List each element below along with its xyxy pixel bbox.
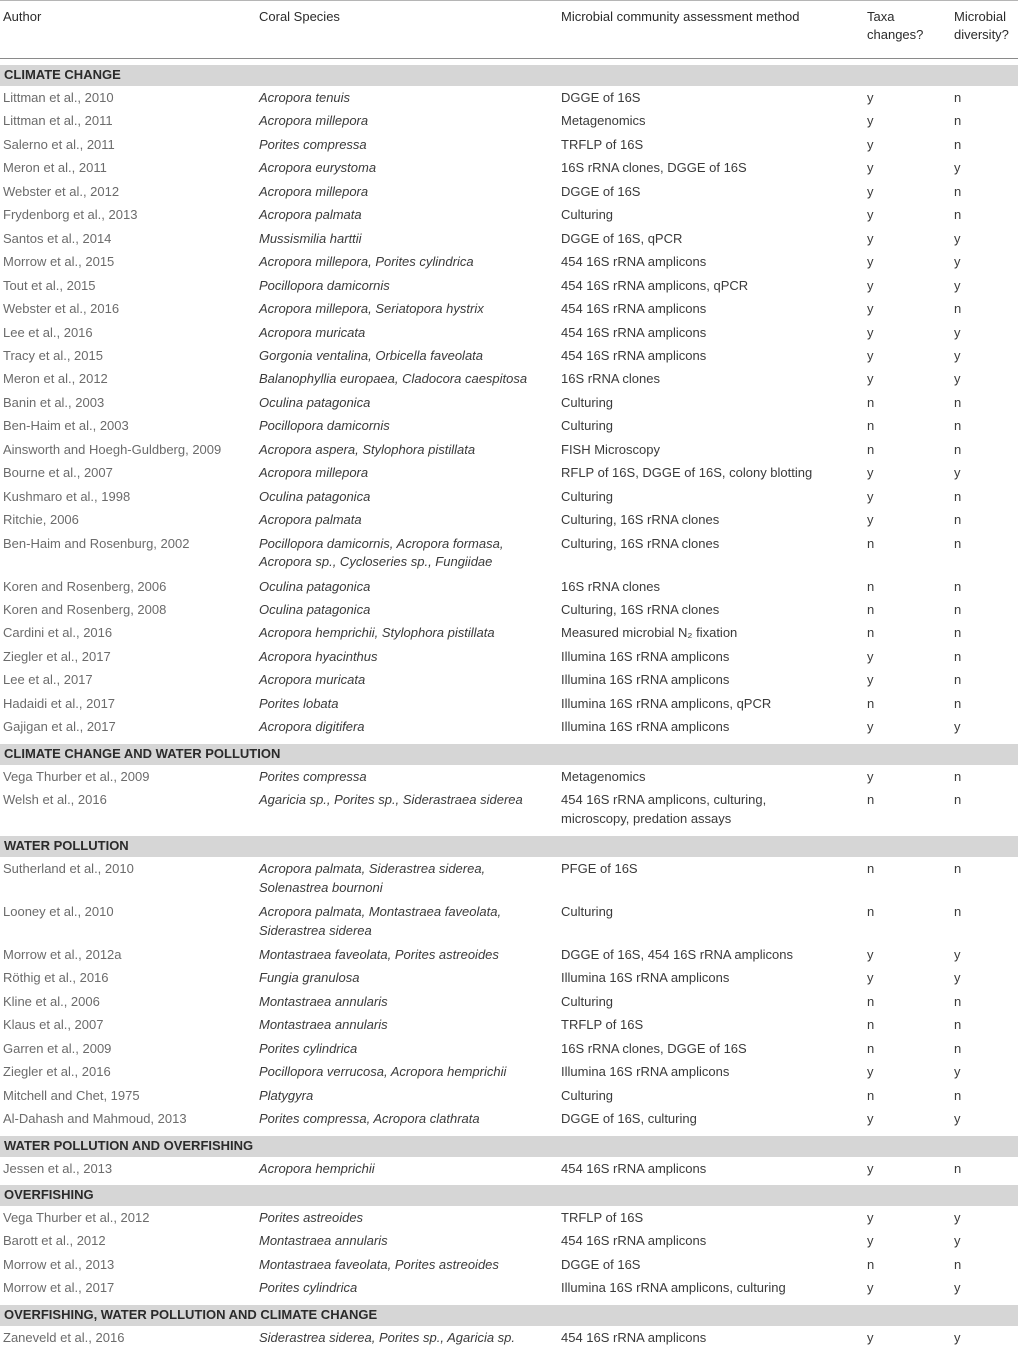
header-author: Author	[3, 9, 42, 24]
diversity-cell: n	[954, 512, 962, 528]
species-cell: Montastraea faveolata, Porites astreoides	[259, 946, 499, 962]
species-cell: Montastraea annularis	[259, 993, 388, 1009]
species-cell-line2: Acropora sp., Cycloseries sp., Fungiidae	[259, 554, 493, 570]
author-cell: Webster et al., 2016	[3, 301, 120, 317]
taxa-changes-cell: y	[867, 324, 874, 340]
taxa-changes-cell: y	[867, 1064, 874, 1080]
diversity-cell: n	[954, 672, 962, 688]
diversity-cell: n	[954, 601, 962, 617]
diversity-cell: n	[954, 418, 962, 434]
species-cell: Pocillopora damicornis, Acropora formasa,	[259, 535, 504, 551]
diversity-cell: y	[954, 324, 961, 340]
taxa-changes-cell: y	[867, 465, 874, 481]
taxa-changes-cell: y	[867, 113, 874, 129]
method-cell: PFGE of 16S	[561, 861, 638, 877]
method-cell: Illumina 16S rRNA amplicons, qPCR	[561, 695, 772, 711]
species-cell: Acropora hyacinthus	[259, 648, 378, 664]
author-cell: Vega Thurber et al., 2009	[3, 768, 150, 784]
taxa-changes-cell: y	[867, 488, 874, 504]
method-cell: Metagenomics	[561, 113, 646, 129]
author-cell: Morrow et al., 2012a	[3, 946, 122, 962]
author-cell: Sutherland et al., 2010	[3, 861, 134, 877]
method-cell: TRFLP of 16S	[561, 136, 644, 152]
species-cell: Siderastrea siderea, Porites sp., Agaricia sp.	[259, 1329, 516, 1345]
diversity-cell: n	[954, 578, 962, 594]
author-cell: Tracy et al., 2015	[3, 347, 103, 363]
diversity-cell: n	[954, 1256, 962, 1272]
diversity-cell: y	[954, 230, 961, 246]
diversity-cell: n	[954, 695, 962, 711]
taxa-changes-cell: y	[867, 301, 874, 317]
diversity-cell: y	[954, 1329, 961, 1345]
method-cell: Culturing, 16S rRNA clones	[561, 601, 720, 617]
species-cell: Acropora aspera, Stylophora pistillata	[259, 441, 476, 457]
diversity-cell: n	[954, 861, 962, 877]
diversity-cell: n	[954, 113, 962, 129]
species-cell: Acropora palmata	[259, 207, 362, 223]
species-cell: Oculina patagonica	[259, 578, 371, 594]
section-header	[0, 744, 1018, 765]
taxa-changes-cell: y	[867, 672, 874, 688]
method-cell: Measured microbial N₂ fixation	[561, 625, 738, 641]
method-cell: DGGE of 16S, 454 16S rRNA amplicons	[561, 946, 793, 962]
species-cell-line2: Siderastrea siderea	[259, 922, 372, 938]
species-cell: Porites lobata	[259, 695, 339, 711]
diversity-cell: n	[954, 648, 962, 664]
author-cell: Banin et al., 2003	[3, 394, 105, 410]
method-cell: Illumina 16S rRNA amplicons	[561, 648, 730, 664]
author-cell: Lee et al., 2017	[3, 672, 93, 688]
taxa-changes-cell: y	[867, 371, 874, 387]
taxa-changes-cell: n	[867, 1087, 875, 1103]
author-cell: Vega Thurber et al., 2012	[3, 1210, 150, 1225]
taxa-changes-cell: y	[867, 1329, 874, 1345]
section-title: OVERFISHING	[4, 1187, 94, 1202]
method-cell: Illumina 16S rRNA amplicons	[561, 719, 730, 735]
author-cell: Welsh et al., 2016	[3, 792, 107, 808]
method-cell: Illumina 16S rRNA amplicons, culturing	[561, 1280, 786, 1296]
author-cell: Morrow et al., 2015	[3, 254, 115, 270]
method-cell: Culturing	[561, 207, 614, 223]
author-cell: Ainsworth and Hoegh-Guldberg, 2009	[3, 441, 222, 457]
author-cell: Bourne et al., 2007	[3, 465, 113, 481]
method-cell: 16S rRNA clones	[561, 578, 660, 594]
taxa-changes-cell: n	[867, 993, 875, 1009]
diversity-cell: y	[954, 347, 961, 363]
method-cell: Illumina 16S rRNA amplicons	[561, 672, 730, 688]
species-cell: Porites astreoides	[259, 1210, 364, 1225]
species-cell: Montastraea annularis	[259, 1233, 388, 1249]
header-diversity: Microbial diversity?	[954, 9, 1009, 42]
diversity-cell: n	[954, 136, 962, 152]
author-cell: Kline et al., 2006	[3, 993, 100, 1009]
taxa-changes-cell: y	[867, 946, 874, 962]
species-cell: Acropora muricata	[259, 324, 366, 340]
method-cell-line2: microscopy, predation assays	[561, 810, 732, 826]
author-cell: Morrow et al., 2017	[3, 1280, 115, 1296]
taxa-changes-cell: y	[867, 160, 874, 176]
taxa-changes-cell: y	[867, 347, 874, 363]
author-cell: Zaneveld et al., 2016	[3, 1329, 125, 1345]
species-cell: Acropora millepora	[259, 183, 369, 199]
method-cell: 454 16S rRNA amplicons	[561, 1160, 707, 1176]
method-cell: TRFLP of 16S	[561, 1210, 644, 1225]
species-cell: Oculina patagonica	[259, 394, 371, 410]
taxa-changes-cell: n	[867, 904, 875, 919]
section-title: CLIMATE CHANGE AND WATER POLLUTION	[4, 745, 281, 761]
method-cell: 454 16S rRNA amplicons	[561, 347, 707, 363]
method-cell: 16S rRNA clones, DGGE of 16S	[561, 160, 747, 176]
taxa-changes-cell: y	[867, 254, 874, 270]
section-title: OVERFISHING, WATER POLLUTION AND CLIMATE CHANGE	[4, 1306, 378, 1322]
section-header	[0, 1185, 1018, 1206]
diversity-cell: y	[954, 1064, 961, 1080]
author-cell: Koren and Rosenberg, 2006	[3, 578, 167, 594]
method-cell: DGGE of 16S	[561, 90, 641, 105]
method-cell: 16S rRNA clones, DGGE of 16S	[561, 1040, 747, 1056]
diversity-cell: y	[954, 371, 961, 387]
method-cell: 454 16S rRNA amplicons	[561, 301, 707, 317]
method-cell: Illumina 16S rRNA amplicons	[561, 970, 730, 986]
species-cell: Pocillopora damicornis	[259, 277, 390, 293]
taxa-changes-cell: n	[867, 1256, 875, 1272]
taxa-changes-cell: y	[867, 1280, 874, 1296]
author-cell: Gajigan et al., 2017	[3, 719, 116, 735]
taxa-changes-cell: y	[867, 648, 874, 664]
species-cell: Acropora eurystoma	[259, 160, 377, 176]
species-cell: Acropora palmata, Siderastrea siderea,	[259, 861, 486, 877]
author-cell: Salerno et al., 2011	[3, 136, 115, 152]
author-cell: Lee et al., 2016	[3, 324, 93, 340]
method-cell: Culturing	[561, 904, 614, 919]
taxa-changes-cell: n	[867, 441, 875, 457]
species-cell: Oculina patagonica	[259, 488, 371, 504]
method-cell: TRFLP of 16S	[561, 1017, 644, 1033]
species-cell: Pocillopora damicornis	[259, 418, 390, 434]
author-cell: Ziegler et al., 2017	[3, 648, 111, 664]
section-header	[0, 1305, 1018, 1326]
diversity-cell: n	[954, 90, 962, 105]
species-cell: Acropora millepora, Seriatopora hystrix	[259, 301, 484, 317]
diversity-cell: n	[954, 768, 962, 784]
author-cell: Jessen et al., 2013	[3, 1160, 113, 1176]
taxa-changes-cell: y	[867, 768, 874, 784]
taxa-changes-cell: n	[867, 418, 875, 434]
author-cell: Frydenborg et al., 2013	[3, 207, 138, 223]
taxa-changes-cell: n	[867, 861, 875, 877]
species-cell: Montastraea faveolata, Porites astreoides	[259, 1256, 499, 1272]
taxa-changes-cell: y	[867, 90, 874, 105]
method-cell: RFLP of 16S, DGGE of 16S, colony blotting	[561, 465, 813, 481]
author-cell: Littman et al., 2011	[3, 113, 113, 129]
author-cell: Ben-Haim and Rosenburg, 2002	[3, 535, 190, 551]
diversity-cell: y	[954, 946, 961, 962]
species-cell: Acropora millepora	[259, 465, 369, 481]
species-cell: Balanophyllia europaea, Cladocora caespitosa	[259, 371, 528, 387]
species-cell: Platygyra	[259, 1087, 314, 1103]
author-cell: Hadaidi et al., 2017	[3, 695, 116, 711]
diversity-cell: n	[954, 625, 962, 641]
method-cell: DGGE of 16S, culturing	[561, 1111, 697, 1127]
author-cell: Meron et al., 2011	[3, 160, 107, 176]
taxa-changes-cell: y	[867, 1233, 874, 1249]
section-header	[0, 836, 1018, 857]
diversity-cell: y	[954, 970, 961, 986]
header-species: Coral Species	[259, 9, 340, 24]
section-title: WATER POLLUTION	[4, 838, 129, 854]
author-cell: Al-Dahash and Mahmoud, 2013	[3, 1111, 187, 1127]
taxa-changes-cell: y	[867, 230, 874, 246]
author-cell: Kushmaro et al., 1998	[3, 488, 131, 504]
author-cell: Klaus et al., 2007	[3, 1017, 104, 1033]
diversity-cell: y	[954, 254, 961, 270]
taxa-changes-cell: n	[867, 1040, 875, 1056]
author-cell: Garren et al., 2009	[3, 1040, 112, 1056]
species-cell: Acropora digitifera	[259, 719, 365, 735]
species-cell: Acropora millepora, Porites cylindrica	[259, 254, 474, 270]
author-cell: Tout et al., 2015	[3, 277, 96, 293]
diversity-cell: y	[954, 1280, 961, 1296]
author-cell: Ziegler et al., 2016	[3, 1064, 111, 1080]
diversity-cell: n	[954, 535, 962, 551]
author-cell: Ritchie, 2006	[3, 512, 79, 528]
species-cell: Acropora palmata	[259, 512, 362, 528]
header-method: Microbial community assessment method	[561, 9, 800, 24]
diversity-cell: n	[954, 904, 962, 919]
diversity-cell: n	[954, 394, 962, 410]
diversity-cell: n	[954, 183, 962, 199]
section-title: WATER POLLUTION AND OVERFISHING	[4, 1137, 254, 1153]
diversity-cell: y	[954, 1111, 961, 1127]
method-cell: Culturing, 16S rRNA clones	[561, 535, 720, 551]
diversity-cell: y	[954, 160, 961, 176]
method-cell: 454 16S rRNA amplicons	[561, 324, 707, 340]
author-cell: Cardini et al., 2016	[3, 625, 113, 641]
section-header	[0, 1136, 1018, 1157]
diversity-cell: n	[954, 441, 962, 457]
species-cell: Porites compressa	[259, 136, 367, 152]
author-cell: Littman et al., 2010	[3, 90, 114, 105]
taxa-changes-cell: n	[867, 792, 875, 808]
taxa-changes-cell: n	[867, 601, 875, 617]
taxa-changes-cell: n	[867, 535, 875, 551]
diversity-cell: y	[954, 719, 961, 735]
diversity-cell: n	[954, 1040, 962, 1056]
diversity-cell: n	[954, 993, 962, 1009]
taxa-changes-cell: y	[867, 1160, 874, 1176]
method-cell: Culturing	[561, 394, 614, 410]
method-cell: 454 16S rRNA amplicons, culturing,	[561, 792, 767, 808]
species-cell: Acropora hemprichii, Stylophora pistillata	[259, 625, 495, 641]
method-cell: 454 16S rRNA amplicons	[561, 1329, 707, 1345]
taxa-changes-cell: n	[867, 625, 875, 641]
taxa-changes-cell: n	[867, 394, 875, 410]
author-cell: Röthig et al., 2016	[3, 970, 109, 986]
species-cell: Fungia granulosa	[259, 970, 360, 986]
taxa-changes-cell: y	[867, 512, 874, 528]
taxa-changes-cell: y	[867, 207, 874, 223]
species-cell-line2: Solenastrea bournoni	[259, 879, 383, 895]
diversity-cell: n	[954, 488, 962, 504]
method-cell: Culturing	[561, 1087, 614, 1103]
method-cell: DGGE of 16S, qPCR	[561, 230, 683, 246]
diversity-cell: n	[954, 1017, 962, 1033]
method-cell: 16S rRNA clones	[561, 371, 660, 387]
species-cell: Agaricia sp., Porites sp., Siderastraea siderea	[259, 792, 523, 808]
section-header	[0, 65, 1018, 86]
taxa-changes-cell: y	[867, 183, 874, 199]
species-cell: Acropora millepora	[259, 113, 369, 129]
author-cell: Mitchell and Chet, 1975	[3, 1087, 140, 1103]
species-cell: Porites compressa	[259, 768, 367, 784]
method-cell: Culturing	[561, 993, 614, 1009]
diversity-cell: y	[954, 465, 961, 481]
author-cell: Morrow et al., 2013	[3, 1256, 115, 1272]
section-title: CLIMATE CHANGE	[4, 67, 121, 82]
species-cell: Acropora muricata	[259, 672, 366, 688]
author-cell: Santos et al., 2014	[3, 230, 112, 246]
header-taxa: Taxa changes?	[867, 9, 924, 42]
author-cell: Koren and Rosenberg, 2008	[3, 601, 167, 617]
species-cell: Mussismilia harttii	[259, 230, 362, 246]
taxa-changes-cell: y	[867, 1111, 874, 1127]
diversity-cell: y	[954, 277, 961, 293]
method-cell: 454 16S rRNA amplicons, qPCR	[561, 277, 749, 293]
species-cell: Acropora hemprichii	[259, 1160, 375, 1176]
table-header	[0, 0, 1018, 59]
author-cell: Ben-Haim et al., 2003	[3, 418, 129, 434]
method-cell: Culturing	[561, 488, 614, 504]
species-cell: Acropora tenuis	[259, 90, 351, 105]
diversity-cell: n	[954, 1160, 962, 1176]
method-cell: DGGE of 16S	[561, 1256, 641, 1272]
diversity-cell: y	[954, 1233, 961, 1249]
author-cell: Barott et al., 2012	[3, 1233, 106, 1249]
author-cell: Meron et al., 2012	[3, 371, 108, 387]
species-cell: Gorgonia ventalina, Orbicella faveolata	[259, 347, 484, 363]
diversity-cell: n	[954, 301, 962, 317]
method-cell: 454 16S rRNA amplicons	[561, 254, 707, 270]
taxa-changes-cell: y	[867, 719, 874, 735]
method-cell: Culturing	[561, 418, 614, 434]
method-cell: DGGE of 16S	[561, 183, 641, 199]
species-cell: Montastraea annularis	[259, 1017, 388, 1033]
taxa-changes-cell: y	[867, 1210, 874, 1225]
taxa-changes-cell: y	[867, 277, 874, 293]
diversity-cell: n	[954, 792, 962, 808]
author-cell: Webster et al., 2012	[3, 183, 120, 199]
taxa-changes-cell: n	[867, 695, 875, 711]
species-cell: Acropora palmata, Montastraea faveolata,	[259, 904, 502, 919]
method-cell: 454 16S rRNA amplicons	[561, 1233, 707, 1249]
taxa-changes-cell: y	[867, 136, 874, 152]
method-cell: Culturing, 16S rRNA clones	[561, 512, 720, 528]
method-cell: Metagenomics	[561, 768, 646, 784]
method-cell: Illumina 16S rRNA amplicons	[561, 1064, 730, 1080]
diversity-cell: y	[954, 1210, 961, 1225]
species-cell: Oculina patagonica	[259, 601, 371, 617]
species-cell: Pocillopora verrucosa, Acropora hemprichii	[259, 1064, 507, 1080]
taxa-changes-cell: y	[867, 970, 874, 986]
species-cell: Porites compressa, Acropora clathrata	[259, 1111, 480, 1127]
taxa-changes-cell: n	[867, 1017, 875, 1033]
taxa-changes-cell: n	[867, 578, 875, 594]
method-cell: FISH Microscopy	[561, 441, 660, 457]
species-cell: Porites cylindrica	[259, 1280, 358, 1296]
diversity-cell: n	[954, 1087, 962, 1103]
diversity-cell: n	[954, 207, 962, 223]
author-cell: Looney et al., 2010	[3, 904, 114, 919]
species-cell: Porites cylindrica	[259, 1040, 358, 1056]
